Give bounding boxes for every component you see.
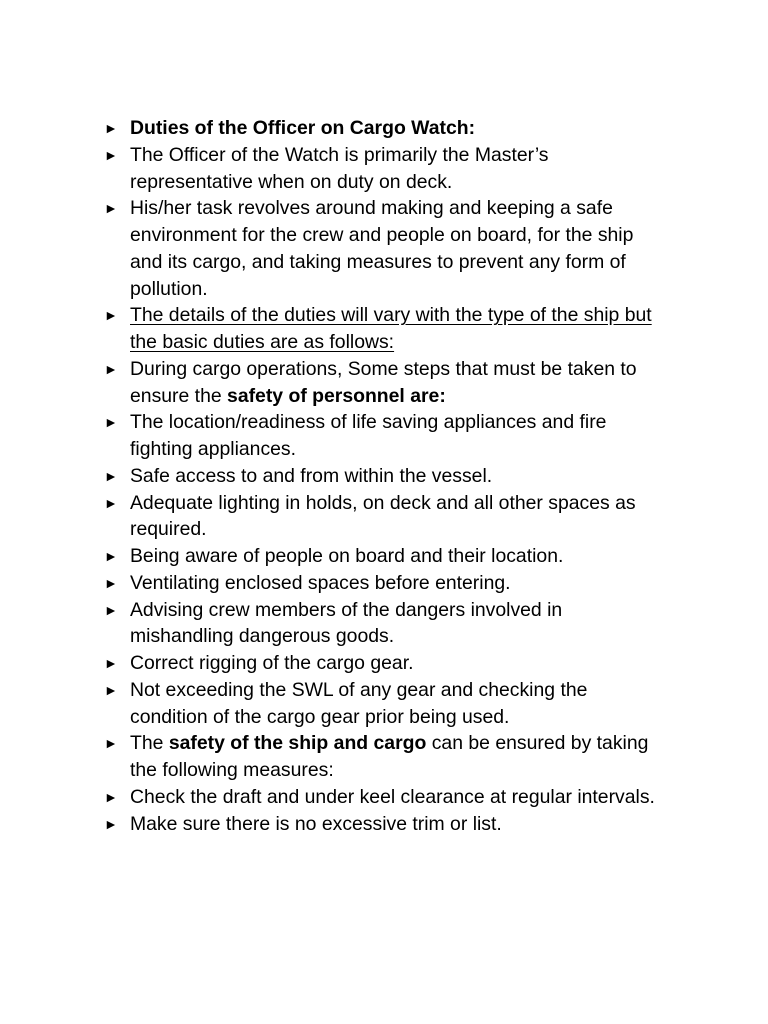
list-item xyxy=(104,490,664,544)
list-item-text xyxy=(130,463,664,490)
list-item xyxy=(104,195,664,302)
list-item xyxy=(104,597,664,651)
list-item xyxy=(104,811,664,838)
text-segment: Advising crew members of the dangers involved in mishandling dangerous goods. xyxy=(130,598,563,648)
right-triangle-icon: ► xyxy=(104,120,118,136)
list-item xyxy=(104,784,664,811)
right-triangle-icon: ► xyxy=(104,360,118,377)
text-segment: Safe access to and from within the vessel. xyxy=(130,464,493,487)
list-item xyxy=(104,570,664,597)
list-item xyxy=(104,650,664,677)
right-triangle-icon: ► xyxy=(104,655,118,671)
right-triangle-icon: ► xyxy=(104,548,118,564)
list-item xyxy=(104,409,664,463)
right-triangle-icon: ► xyxy=(104,788,118,805)
list-item-text xyxy=(130,302,664,356)
list-item-text xyxy=(130,409,664,463)
right-triangle-icon: ► xyxy=(104,200,118,217)
text-segment: Ventilating enclosed spaces before entering. xyxy=(130,571,511,594)
text-segment: The location/readiness of life saving appliances and fire fighting appliances. xyxy=(130,411,607,460)
right-triangle-icon: ► xyxy=(104,815,118,832)
text-segment: Not exceeding the SWL of any gear and checking the condition of the cargo gear prior being used. xyxy=(130,678,588,728)
list-item-text xyxy=(130,543,664,570)
list-item xyxy=(104,115,664,142)
text-segment: Being aware of people on board and their location. xyxy=(130,545,564,567)
list-item-text xyxy=(130,570,664,597)
right-triangle-icon: ► xyxy=(104,146,118,163)
list-item xyxy=(104,677,664,731)
text-segment: During cargo operations, Some steps that must be taken to ensure the xyxy=(130,357,637,407)
list-item-text xyxy=(130,730,664,784)
list-item xyxy=(104,356,664,410)
right-triangle-icon: ► xyxy=(104,735,118,752)
text-segment: Make sure there is no excessive trim or list. xyxy=(130,812,502,835)
list-item xyxy=(104,730,664,784)
list-item-text xyxy=(130,597,664,651)
list-item-text xyxy=(130,677,664,731)
list-item-text xyxy=(130,490,664,544)
right-triangle-icon: ► xyxy=(104,681,118,698)
list-item-text xyxy=(130,811,664,838)
text-segment: Check the draft and under keel clearance at regular intervals. xyxy=(130,785,655,808)
list-item xyxy=(104,463,664,490)
right-triangle-icon: ► xyxy=(104,414,118,431)
list-item xyxy=(104,543,664,570)
text-segment: safety of the ship and cargo xyxy=(168,732,427,755)
list-item-text xyxy=(130,195,664,302)
right-triangle-icon: ► xyxy=(104,494,118,511)
text-segment: The xyxy=(130,732,169,755)
list-item-text xyxy=(130,650,664,677)
right-triangle-icon: ► xyxy=(104,467,118,484)
list-item xyxy=(104,142,664,196)
list-item-text xyxy=(130,356,664,410)
right-triangle-icon: ► xyxy=(104,601,118,618)
text-segment: The Officer of the Watch is primarily the Master’s representative when on duty on deck. xyxy=(130,143,549,193)
right-triangle-icon: ► xyxy=(104,307,118,324)
text-segment: Adequate lighting in holds, on deck and all other spaces as required. xyxy=(130,491,636,541)
right-triangle-icon: ► xyxy=(104,574,118,591)
text-segment: Correct rigging of the cargo gear. xyxy=(130,652,414,674)
list-item-text xyxy=(130,142,664,196)
bullet-list xyxy=(104,115,664,837)
list-item xyxy=(104,302,664,356)
list-item-text xyxy=(130,115,664,142)
text-segment: can be ensured by taking the following measures: xyxy=(130,732,649,781)
text-segment: His/her task revolves around making and keeping a safe environment for the crew and people on board, for the ship and its cargo, and taking measures to prevent any form of pollution. xyxy=(130,197,634,300)
text-segment: Duties of the Officer on Cargo Watch: xyxy=(130,117,476,139)
text-segment: safety of personnel are: xyxy=(227,384,446,407)
list-item-text xyxy=(130,784,664,811)
text-segment: The details of the duties will vary with the type of the ship but the basic duties are as follows: xyxy=(130,304,652,353)
